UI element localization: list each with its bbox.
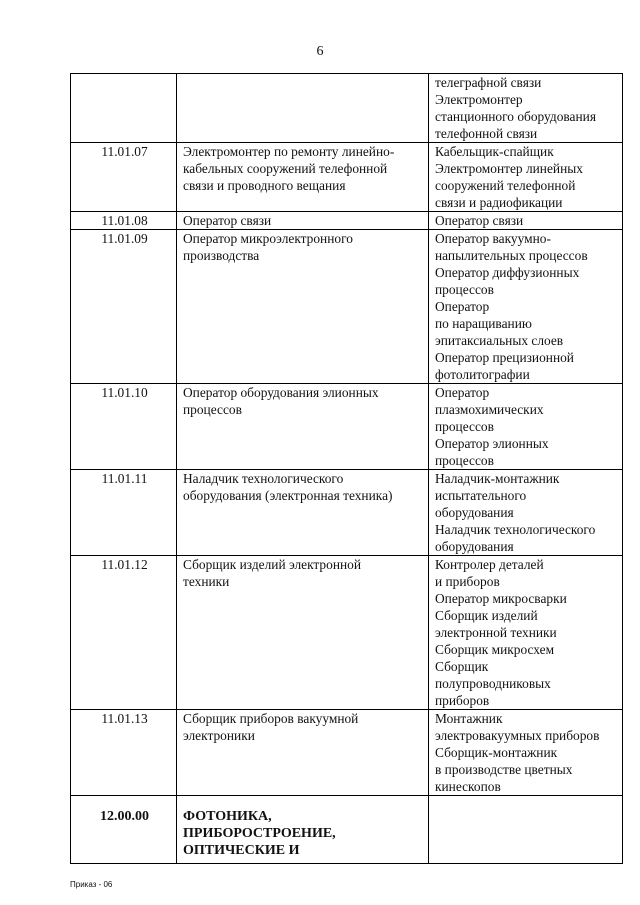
related-profession-line: Оператор — [435, 299, 490, 314]
related-profession-line: в производстве цветных — [435, 762, 573, 777]
profession-name-line: Оператор связи — [183, 213, 272, 228]
table-row — [71, 74, 623, 143]
profession-name — [177, 470, 429, 556]
related-profession-line: Оператор микросварки — [435, 591, 567, 606]
related-professions — [429, 710, 623, 796]
related-profession-line: и приборов — [435, 574, 500, 589]
row-code: 11.01.10 — [71, 384, 177, 470]
row-code: 12.00.00 — [71, 796, 177, 864]
related-profession-line: Оператор диффузионных — [435, 265, 580, 280]
profession-name-line: производства — [183, 248, 260, 263]
row-code — [71, 74, 177, 143]
related-profession-line: Оператор связи — [435, 213, 524, 228]
related-profession-line: Монтажник — [435, 711, 503, 726]
related-profession-line: телеграфной связи — [435, 75, 542, 90]
related-professions — [429, 212, 623, 230]
related-profession-line: Сборщик-монтажник — [435, 745, 558, 760]
row-code: 11.01.13 — [71, 710, 177, 796]
related-profession-line: Кабельщик-спайщик — [435, 144, 554, 159]
related-profession-line: связи и радиофикации — [435, 195, 563, 210]
related-profession-line: процессов — [435, 453, 494, 468]
related-professions — [429, 796, 623, 864]
profession-name-line: процессов — [183, 402, 242, 417]
related-profession-line: Оператор вакуумно- — [435, 231, 551, 246]
related-profession-line: оборудования — [435, 505, 514, 520]
professions-table — [70, 73, 623, 864]
related-profession-line: эпитаксиальных слоев — [435, 333, 564, 348]
profession-name — [177, 74, 429, 143]
related-profession-line: Электромонтер линейных — [435, 161, 583, 176]
related-profession-line: оборудования — [435, 539, 514, 554]
profession-name — [177, 556, 429, 710]
profession-name-line: ОПТИЧЕСКИЕ И — [183, 843, 300, 858]
related-profession-line: приборов — [435, 693, 490, 708]
profession-name-line: Сборщик приборов вакуумной — [183, 711, 359, 726]
related-profession-line: Сборщик изделий — [435, 608, 538, 623]
related-profession-line: станционного оборудования — [435, 109, 596, 124]
related-profession-line: Оператор прецизионной — [435, 350, 574, 365]
related-profession-line: Наладчик технологического — [435, 522, 596, 537]
profession-name — [177, 384, 429, 470]
table-body — [71, 74, 623, 864]
related-profession-line: по наращиванию — [435, 316, 532, 331]
row-code: 11.01.08 — [71, 212, 177, 230]
related-profession-line: сооружений телефонной — [435, 178, 576, 193]
related-professions — [429, 230, 623, 384]
related-professions — [429, 74, 623, 143]
profession-name-line: оборудования (электронная техника) — [183, 488, 393, 503]
table-row — [71, 143, 623, 212]
profession-name-line: кабельных сооружений телефонной — [183, 161, 388, 176]
profession-name-line: техники — [183, 574, 230, 589]
profession-name — [177, 143, 429, 212]
profession-name-line: связи и проводного вещания — [183, 178, 346, 193]
related-profession-line: напылительных процессов — [435, 248, 588, 263]
page-number: 6 — [316, 44, 324, 59]
related-profession-line: Сборщик микросхем — [435, 642, 555, 657]
row-code: 11.01.09 — [71, 230, 177, 384]
profession-name-line: электроники — [183, 728, 255, 743]
related-profession-line: плазмохимических — [435, 402, 544, 417]
row-code: 11.01.11 — [71, 470, 177, 556]
related-profession-line: Электромонтер — [435, 92, 523, 107]
profession-name — [177, 212, 429, 230]
profession-name-line: Электромонтер по ремонту линейно- — [183, 144, 395, 159]
related-profession-line: электронной техники — [435, 625, 557, 640]
profession-name-line: ФОТОНИКА, — [183, 809, 272, 824]
related-profession-line: испытательного — [435, 488, 527, 503]
row-code: 11.01.07 — [71, 143, 177, 212]
related-profession-line: Оператор элионных — [435, 436, 549, 451]
related-profession-line: процессов — [435, 282, 494, 297]
profession-name-line: Оператор оборудования элионных — [183, 385, 379, 400]
related-profession-line: Сборщик — [435, 659, 489, 674]
table-row — [71, 710, 623, 796]
footer-note: Приказ - 06 — [70, 880, 113, 889]
profession-name-line: Сборщик изделий электронной — [183, 557, 362, 572]
related-profession-line: полупроводниковых — [435, 676, 551, 691]
related-profession-line: процессов — [435, 419, 494, 434]
table-row — [71, 230, 623, 384]
row-code: 11.01.12 — [71, 556, 177, 710]
table-row — [71, 384, 623, 470]
table-row — [71, 470, 623, 556]
related-professions — [429, 470, 623, 556]
related-profession-line: Наладчик-монтажник — [435, 471, 560, 486]
related-profession-line: телефонной связи — [435, 126, 538, 141]
profession-name — [177, 796, 429, 864]
profession-name-line: ПРИБОРОСТРОЕНИЕ, — [183, 826, 336, 841]
related-profession-line: фотолитографии — [435, 367, 530, 382]
profession-name-line: Наладчик технологического — [183, 471, 344, 486]
related-profession-line: электровакуумных приборов — [435, 728, 600, 743]
related-professions — [429, 143, 623, 212]
related-profession-line: Оператор — [435, 385, 490, 400]
table-row — [71, 796, 623, 864]
related-professions — [429, 384, 623, 470]
profession-name — [177, 230, 429, 384]
table-row — [71, 556, 623, 710]
related-profession-line: Контролер деталей — [435, 557, 544, 572]
table-row — [71, 212, 623, 230]
related-profession-line: кинескопов — [435, 779, 501, 794]
profession-name-line: Оператор микроэлектронного — [183, 231, 353, 246]
related-professions — [429, 556, 623, 710]
profession-name — [177, 710, 429, 796]
